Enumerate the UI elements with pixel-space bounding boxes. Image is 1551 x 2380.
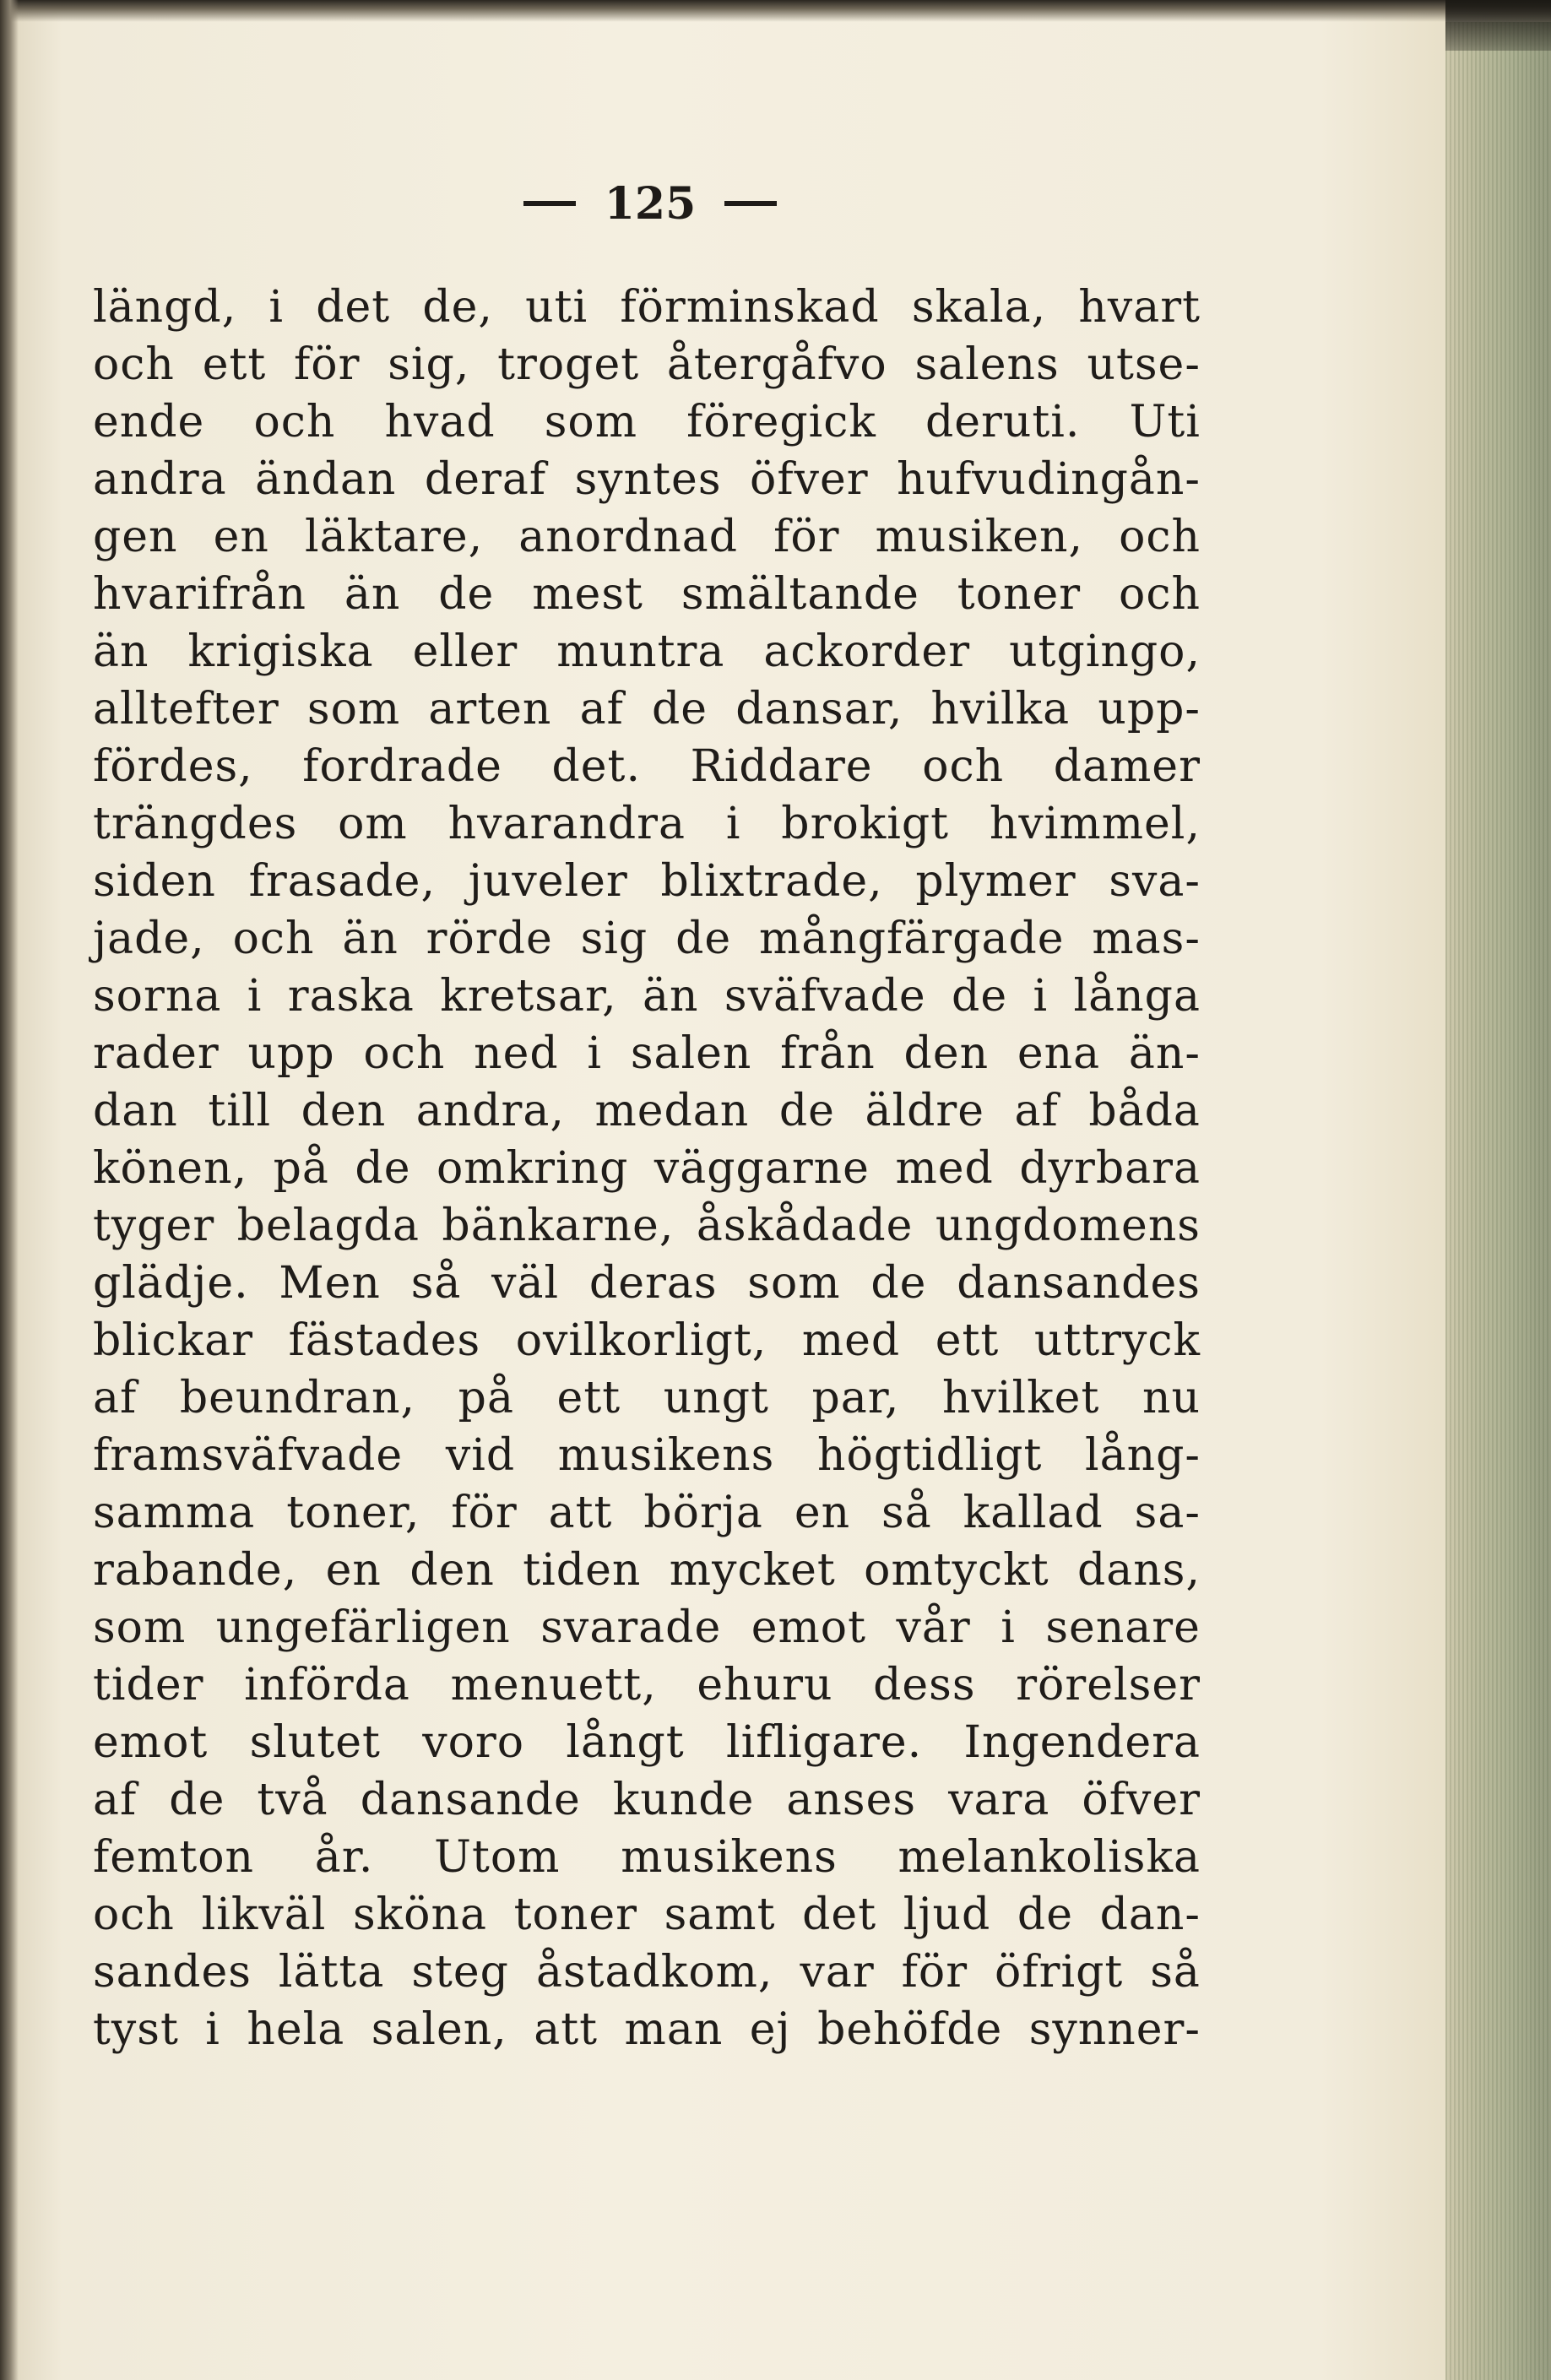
word: deruti. xyxy=(925,397,1081,447)
word: uttryck xyxy=(1033,1315,1201,1366)
word: införda xyxy=(244,1660,410,1710)
word: sväfvade xyxy=(724,971,926,1022)
word: de, xyxy=(422,282,493,333)
word: Uti xyxy=(1129,397,1201,447)
word: än xyxy=(342,914,399,964)
word: af xyxy=(579,684,624,735)
word: och xyxy=(253,397,336,447)
word: gen xyxy=(93,512,178,562)
word: glädje. xyxy=(93,1258,249,1309)
word: med xyxy=(801,1315,901,1366)
word: för xyxy=(451,1488,518,1538)
word: medan xyxy=(594,1086,750,1136)
word: toner xyxy=(957,569,1082,620)
word: utgingo, xyxy=(1009,626,1201,677)
word: menuett, xyxy=(450,1660,657,1710)
word: en xyxy=(794,1488,851,1538)
word: i xyxy=(1001,1602,1016,1653)
word: tider xyxy=(93,1660,204,1710)
word: äldre xyxy=(865,1086,984,1136)
text-line xyxy=(93,393,1201,451)
text-line xyxy=(93,1140,1201,1197)
page-number: 125 xyxy=(604,177,697,230)
word: alltefter xyxy=(93,684,279,735)
word: dansandes xyxy=(957,1258,1201,1309)
word: lång- xyxy=(1085,1430,1201,1481)
word: femton xyxy=(93,1832,255,1883)
text-line xyxy=(93,853,1201,910)
word: på xyxy=(273,1143,329,1194)
fore-edge-shadow xyxy=(1445,0,1551,51)
text-line xyxy=(93,623,1201,680)
word: de xyxy=(169,1775,225,1825)
word: ungefärligen xyxy=(215,1602,511,1653)
text-line xyxy=(93,1656,1201,1714)
text-line xyxy=(93,336,1201,393)
word: vid xyxy=(445,1430,516,1481)
word: sa- xyxy=(1134,1488,1201,1538)
word: skala, xyxy=(911,282,1047,333)
word: salen xyxy=(630,1028,752,1079)
word: samma xyxy=(93,1488,256,1538)
word: ned xyxy=(474,1028,559,1079)
word: åstadkom, xyxy=(535,1947,773,1998)
word: att xyxy=(534,2004,599,2055)
word: var xyxy=(800,1947,875,1998)
word: ende xyxy=(93,397,205,447)
word: dans, xyxy=(1077,1545,1201,1596)
word: öfver xyxy=(1082,1775,1201,1825)
word: lätta xyxy=(278,1947,385,1998)
word: som xyxy=(306,684,401,735)
word: de xyxy=(952,971,1008,1022)
word: än- xyxy=(1128,1028,1201,1079)
word: än xyxy=(344,569,401,620)
word: mångfärgade xyxy=(758,914,1065,964)
word: ungt xyxy=(663,1373,769,1423)
word: hvimmel, xyxy=(989,799,1201,849)
word: hvad xyxy=(384,397,496,447)
word: svarade xyxy=(540,1602,722,1653)
word: den xyxy=(409,1545,495,1596)
text-line xyxy=(93,451,1201,508)
word: brokigt xyxy=(781,799,950,849)
text-line xyxy=(93,1829,1201,1886)
word: utse- xyxy=(1087,339,1201,390)
word: än xyxy=(93,626,149,677)
word: behöfde xyxy=(817,2004,1003,2055)
word: af xyxy=(1014,1086,1059,1136)
word: föregick xyxy=(686,397,876,447)
word: fördes, xyxy=(93,741,253,792)
word: anses xyxy=(786,1775,917,1825)
text-line xyxy=(93,1255,1201,1312)
word: bänkarne, xyxy=(442,1201,675,1251)
word: anordnad xyxy=(518,512,738,562)
word: fästades xyxy=(288,1315,481,1366)
word: dansar, xyxy=(735,684,903,735)
word: sva- xyxy=(1109,856,1201,907)
word: de xyxy=(675,914,732,964)
text-line xyxy=(93,968,1201,1025)
word: jade, xyxy=(93,914,205,964)
word: mas- xyxy=(1092,914,1201,964)
word: i xyxy=(587,1028,603,1079)
page-top-shadow xyxy=(0,0,1551,22)
word: dansande xyxy=(360,1775,581,1825)
text-line xyxy=(93,1886,1201,1944)
word: emot xyxy=(751,1602,867,1653)
word: plymer xyxy=(915,856,1076,907)
word: två xyxy=(257,1775,328,1825)
word: hela xyxy=(247,2004,345,2055)
word: kallad xyxy=(963,1488,1104,1538)
text-line xyxy=(93,508,1201,566)
word: det. xyxy=(551,741,641,792)
word: trängdes xyxy=(93,799,298,849)
word: ett xyxy=(202,339,267,390)
word: samt xyxy=(664,1889,776,1940)
word: mest xyxy=(532,569,643,620)
word: damer xyxy=(1053,741,1201,792)
word: framsväfvade xyxy=(93,1430,404,1481)
word: öfrigt xyxy=(995,1947,1124,1998)
word: Ingendera xyxy=(963,1717,1201,1768)
word: frasade, xyxy=(248,856,436,907)
text-line xyxy=(93,2001,1201,2058)
text-line xyxy=(93,1082,1201,1140)
word: sandes xyxy=(93,1947,252,1998)
word: ljud xyxy=(903,1889,991,1940)
text-line xyxy=(93,738,1201,795)
word: och xyxy=(363,1028,446,1079)
word: ehuru xyxy=(697,1660,833,1710)
word: mycket xyxy=(669,1545,836,1596)
word: sig, xyxy=(388,339,470,390)
word: musikens xyxy=(621,1832,838,1883)
word: och xyxy=(232,914,315,964)
word: toner xyxy=(513,1889,637,1940)
word: deraf xyxy=(424,454,547,505)
word: nu xyxy=(1142,1373,1201,1423)
word: år. xyxy=(314,1832,374,1883)
word: emot xyxy=(93,1717,209,1768)
word: på xyxy=(458,1373,514,1423)
word: musiken, xyxy=(875,512,1083,562)
text-line xyxy=(93,1025,1201,1082)
word: högtidligt xyxy=(817,1430,1043,1481)
text-line xyxy=(93,910,1201,968)
word: att xyxy=(548,1488,613,1538)
word: hvarandra xyxy=(447,799,686,849)
word: ena xyxy=(1017,1028,1101,1079)
word: tyst xyxy=(93,2004,179,2055)
text-line xyxy=(93,1484,1201,1542)
word: dess xyxy=(873,1660,976,1710)
word: det xyxy=(316,282,391,333)
word: väggarne xyxy=(653,1143,870,1194)
word: till xyxy=(208,1086,272,1136)
word: blickar xyxy=(93,1315,254,1366)
word: ungdomens xyxy=(935,1201,1201,1251)
word: för xyxy=(294,339,361,390)
word: musikens xyxy=(557,1430,775,1481)
word: Men xyxy=(279,1258,381,1309)
word: juveler xyxy=(468,856,628,907)
word: öfver xyxy=(750,454,869,505)
word: krigiska xyxy=(187,626,374,677)
word: den xyxy=(903,1028,990,1079)
text-line xyxy=(93,1599,1201,1656)
word: synner- xyxy=(1028,2004,1201,2055)
word: beundran, xyxy=(179,1373,416,1423)
text-line xyxy=(93,795,1201,853)
word: rörelser xyxy=(1016,1660,1201,1710)
word: sköna xyxy=(352,1889,487,1940)
word: längd, xyxy=(93,282,237,333)
word: salens xyxy=(914,339,1060,390)
word: andra, xyxy=(415,1086,565,1136)
word: melankoliska xyxy=(898,1832,1201,1883)
word: sorna xyxy=(93,971,222,1022)
word: de xyxy=(438,569,495,620)
word: i xyxy=(1033,971,1049,1022)
word: dan xyxy=(93,1086,178,1136)
word: omtyckt xyxy=(864,1545,1049,1596)
text-line xyxy=(93,1714,1201,1771)
word: båda xyxy=(1088,1086,1201,1136)
word: börja xyxy=(643,1488,763,1538)
word: återgåfvo xyxy=(666,339,887,390)
word: i xyxy=(725,799,741,849)
word: ett xyxy=(935,1315,1000,1366)
word: hvart xyxy=(1078,282,1201,333)
body-text xyxy=(93,279,1201,2058)
word: toner, xyxy=(286,1488,420,1538)
word: hufvudingån- xyxy=(897,454,1201,505)
word: dan- xyxy=(1099,1889,1201,1940)
binding-edge xyxy=(0,0,19,2380)
word: för xyxy=(901,1947,968,1998)
word: senare xyxy=(1045,1602,1201,1653)
word: som xyxy=(93,1602,187,1653)
word: dyrbara xyxy=(1019,1143,1201,1194)
word: ändan xyxy=(255,454,397,505)
word: voro xyxy=(422,1717,525,1768)
word: förminskad xyxy=(620,282,880,333)
word: kretsar, xyxy=(440,971,617,1022)
word: väl xyxy=(491,1258,560,1309)
word: de xyxy=(355,1143,411,1194)
word: de xyxy=(778,1086,835,1136)
word: i xyxy=(268,282,285,333)
word: tiden xyxy=(523,1545,642,1596)
word: som xyxy=(747,1258,841,1309)
word: blixtrade, xyxy=(660,856,883,907)
word: salen, xyxy=(371,2004,507,2055)
word: de xyxy=(870,1258,927,1309)
word: muntra xyxy=(556,626,725,677)
word: upp- xyxy=(1098,684,1201,735)
word: ej xyxy=(749,2004,791,2055)
word: steg xyxy=(411,1947,509,1998)
text-line xyxy=(93,1427,1201,1484)
word: siden xyxy=(93,856,216,907)
book-fore-edge xyxy=(1445,22,1551,2380)
word: könen, xyxy=(93,1143,248,1194)
word: och xyxy=(93,1889,175,1940)
word: i xyxy=(247,971,263,1022)
word: lifligare. xyxy=(725,1717,923,1768)
word: och xyxy=(93,339,175,390)
word: man xyxy=(624,2004,724,2055)
word: så xyxy=(1150,1947,1201,1998)
word: slutet xyxy=(249,1717,381,1768)
word: sig xyxy=(580,914,648,964)
word: fordrade xyxy=(302,741,502,792)
word: likväl xyxy=(201,1889,327,1940)
text-line xyxy=(93,680,1201,738)
word: än xyxy=(643,971,699,1022)
word: uti xyxy=(525,282,588,333)
page-header xyxy=(490,174,811,233)
word: ovilkorligt, xyxy=(515,1315,767,1366)
word: de xyxy=(652,684,708,735)
header-dash-right xyxy=(724,201,777,206)
text-line xyxy=(93,1542,1201,1599)
word: par, xyxy=(811,1373,900,1423)
word: af xyxy=(93,1373,138,1423)
word: med xyxy=(895,1143,994,1194)
word: troget xyxy=(497,339,640,390)
word: upp xyxy=(247,1028,335,1079)
word: deras xyxy=(588,1258,718,1309)
text-line xyxy=(93,1312,1201,1369)
word: tyger xyxy=(93,1201,215,1251)
word: raska xyxy=(287,971,415,1022)
word: en xyxy=(213,512,269,562)
word: omkring xyxy=(436,1143,629,1194)
word: rörde xyxy=(426,914,553,964)
word: långt xyxy=(566,1717,685,1768)
word: en xyxy=(325,1545,382,1596)
text-line xyxy=(93,1369,1201,1427)
word: Riddare xyxy=(690,741,873,792)
word: af xyxy=(93,1775,138,1825)
word: de xyxy=(1017,1889,1073,1940)
word: som xyxy=(544,397,638,447)
word: hvilket xyxy=(942,1373,1100,1423)
word: vår xyxy=(896,1602,971,1653)
word: den xyxy=(301,1086,387,1136)
word: eller xyxy=(412,626,518,677)
header-dash-left xyxy=(523,201,576,206)
word: långa xyxy=(1073,971,1201,1022)
word: rabande, xyxy=(93,1545,298,1596)
word: syntes xyxy=(574,454,722,505)
word: från xyxy=(780,1028,876,1079)
word: så xyxy=(410,1258,462,1309)
word: så xyxy=(881,1488,932,1538)
word: det xyxy=(802,1889,877,1940)
word: hvilka xyxy=(930,684,1071,735)
word: ett xyxy=(556,1373,621,1423)
word: läktare, xyxy=(304,512,484,562)
word: och xyxy=(922,741,1005,792)
word: smältande xyxy=(681,569,919,620)
word: rader xyxy=(93,1028,220,1079)
text-line xyxy=(93,279,1201,336)
word: Utom xyxy=(434,1832,561,1883)
word: vara xyxy=(948,1775,1050,1825)
word: i xyxy=(205,2004,220,2055)
word: åskådade xyxy=(696,1201,914,1251)
word: arten xyxy=(428,684,552,735)
text-line xyxy=(93,566,1201,623)
text-line xyxy=(93,1197,1201,1255)
word: ackorder xyxy=(763,626,971,677)
text-line xyxy=(93,1944,1201,2001)
word: kunde xyxy=(612,1775,755,1825)
word: belagda xyxy=(236,1201,420,1251)
word: för xyxy=(773,512,840,562)
word: andra xyxy=(93,454,227,505)
word: och xyxy=(1119,512,1201,562)
word: hvarifrån xyxy=(93,569,306,620)
text-line xyxy=(93,1771,1201,1829)
word: och xyxy=(1119,569,1201,620)
word: om xyxy=(338,799,408,849)
